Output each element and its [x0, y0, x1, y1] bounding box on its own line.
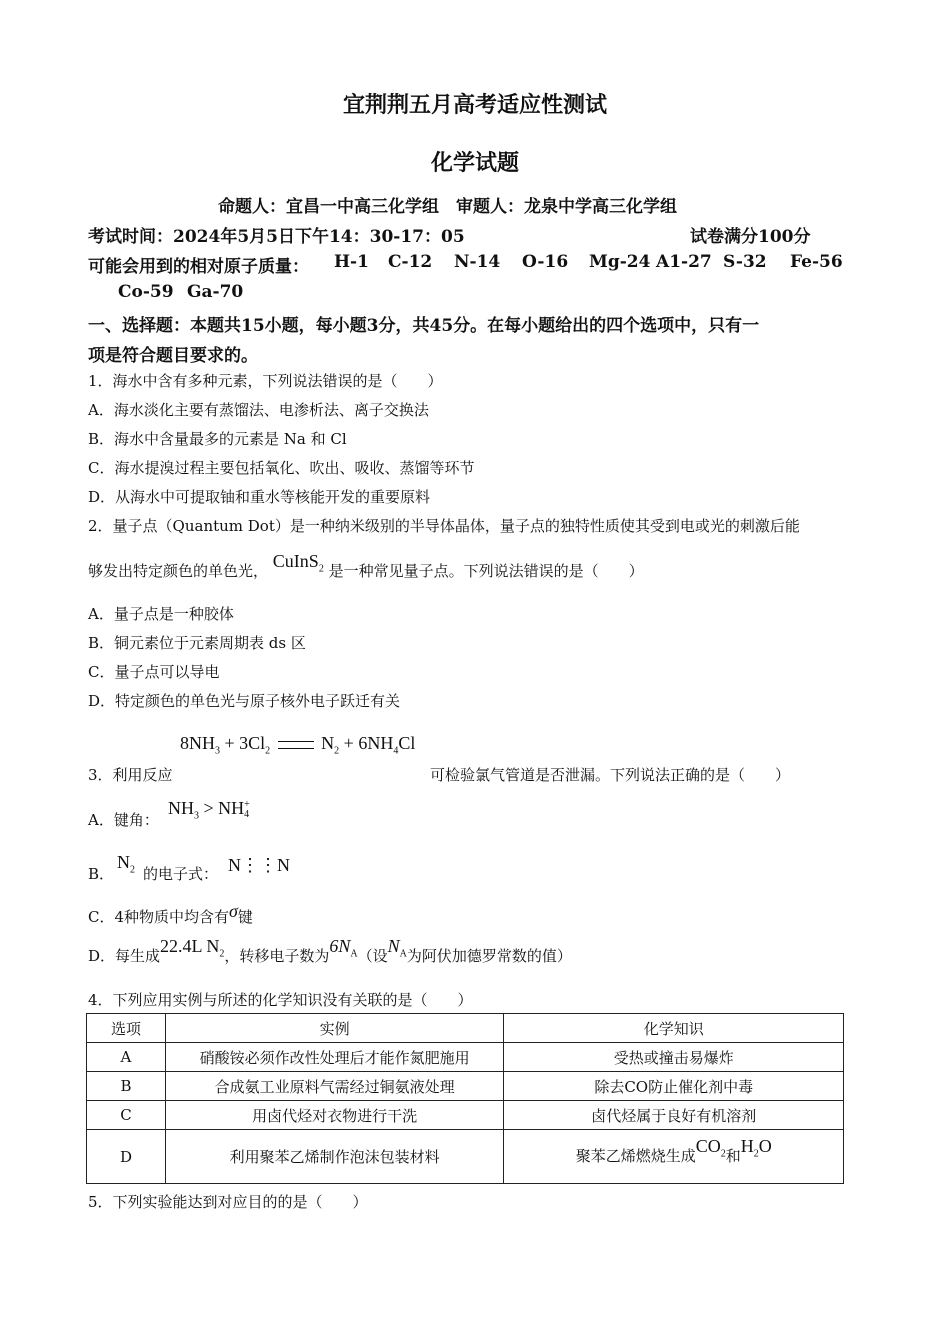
- q1-option-d: D．从海水中可提取铀和重水等核能开发的重要原料: [88, 488, 431, 506]
- atomic-mass: S-32: [723, 252, 767, 272]
- table-cell: 受热或撞击易爆炸: [504, 1043, 844, 1072]
- q2-stem: 2．量子点（Quantum Dot）是一种纳米级别的半导体晶体，量子点的独特性质使其受到电或光的刺激后能: [88, 517, 800, 535]
- atomic-mass: O-16: [522, 252, 569, 272]
- q3-option-a-formula: $NH_3$ > NH + 4: [168, 798, 250, 822]
- q3-stem-pre: 3．利用反应: [88, 766, 173, 784]
- exam-time: 考试时间：2024年5月5日下午14：30-17：05: [88, 227, 465, 247]
- equals-sign: [278, 741, 314, 749]
- table-header-cell: 化学知识: [504, 1014, 844, 1043]
- q2-option-c: C．量子点可以导电: [88, 663, 220, 681]
- table-cell: D: [87, 1130, 166, 1184]
- q1-option-a: A．海水淡化主要有蒸馏法、电渗析法、离子交换法: [88, 401, 429, 419]
- table-cell: 卤代烃属于良好有机溶剂: [504, 1101, 844, 1130]
- q2-option-a: A．量子点是一种胶体: [88, 605, 234, 623]
- atomic-masses-label: 可能会用到的相对原子质量：: [88, 257, 309, 277]
- table-cell: 硝酸铵必须作改性处理后才能作氮肥施用: [165, 1043, 504, 1072]
- q2-stem-pre: 够发出特定颜色的单色光，: [88, 562, 269, 580]
- table-row: [87, 1043, 844, 1072]
- table-row: [87, 1072, 844, 1101]
- q2-option-b: B．铜元素位于元素周期表 ds 区: [88, 634, 306, 652]
- atomic-mass: Fe-56: [790, 252, 843, 272]
- section-heading-cont: 项是符合题目要求的。: [88, 346, 258, 366]
- q3-stem-post: 可检验氯气管道是否泄漏。下列说法正确的是（ ）: [430, 766, 791, 784]
- q3-option-c: C．4种物质中均含有σ键: [88, 901, 253, 926]
- table-header-row: [87, 1014, 844, 1043]
- q2-option-d: D．特定颜色的单色光与原子核外电子跃迁有关: [88, 692, 401, 710]
- q2-stem-cont: [88, 551, 644, 584]
- q1-option-c: C．海水提溴过程主要包括氧化、吹出、吸收、蒸馏等环节: [88, 459, 475, 477]
- q4-stem: 4．下列应用实例与所述的化学知识没有关联的是（ ）: [88, 991, 473, 1009]
- q2-formula: CuInS$_2$: [272, 551, 324, 575]
- q4-table: [86, 1013, 844, 1184]
- subject-title: 化学试题: [430, 150, 519, 176]
- table-header-cell: 选项: [87, 1014, 166, 1043]
- table-cell: 除去CO防止催化剂中毒: [504, 1072, 844, 1101]
- table-cell: A: [87, 1043, 166, 1072]
- table-cell: 利用聚苯乙烯制作泡沫包装材料: [165, 1130, 504, 1184]
- q3-option-d: D．每生成22.4L $N_2$，转移电子数为$6N_A$（设$N_A$为阿伏加德罗常数的值）: [88, 936, 572, 965]
- q5-stem: 5．下列实验能达到对应目的的是（ ）: [88, 1193, 368, 1211]
- q3-option-a: A．键角：: [88, 811, 159, 829]
- table-cell: C: [87, 1101, 166, 1130]
- atomic-mass: H-1: [334, 252, 369, 272]
- full-score: 试卷满分100分: [690, 227, 811, 247]
- table-header-cell: 实例: [165, 1014, 504, 1043]
- q3-option-b: B．: [88, 865, 115, 883]
- exam-title: 宜荆荆五月高考适应性测试: [342, 92, 607, 118]
- atomic-mass: Ga-70: [187, 282, 244, 302]
- section-heading: 一、选择题：本题共15小题，每小题3分，共45分。在每小题给出的四个选项中，只有一: [88, 316, 760, 336]
- atomic-mass: Co-59: [118, 282, 174, 302]
- q2-stem-post: 是一种常见量子点。下列说法错误的是（ ）: [328, 562, 644, 580]
- atomic-mass: A1-27: [656, 252, 712, 272]
- atomic-mass: Mg-24: [589, 252, 651, 272]
- table-row: [87, 1101, 844, 1130]
- atomic-mass: C-12: [388, 252, 433, 272]
- q3-option-b-text: 的电子式：: [143, 865, 219, 883]
- table-cell: B: [87, 1072, 166, 1101]
- table-cell: 聚苯乙烯燃烧生成$CO_2$和$H_2O$: [504, 1130, 844, 1184]
- q3-equation: $8NH_3 + 3Cl_2$ $N_2 + 6NH_4Cl$: [180, 733, 416, 757]
- q3-electron-formula: N⋮⋮N: [228, 855, 290, 875]
- q1-option-b: B．海水中含量最多的元素是 Na 和 Cl: [88, 430, 347, 448]
- q1-stem: 1．海水中含有多种元素，下列说法错误的是（ ）: [88, 372, 443, 390]
- table-cell: 用卤代烃对衣物进行干洗: [165, 1101, 504, 1130]
- table-cell: 合成氨工业原料气需经过铜氨液处理: [165, 1072, 504, 1101]
- q3-option-b-formula: $N_2$: [117, 852, 135, 876]
- sigma-symbol: σ: [229, 901, 238, 921]
- atomic-mass: N-14: [454, 252, 501, 272]
- authors-line: 命题人：宜昌一中高三化学组 审题人：龙泉中学高三化学组: [218, 197, 677, 217]
- table-row: [87, 1130, 844, 1184]
